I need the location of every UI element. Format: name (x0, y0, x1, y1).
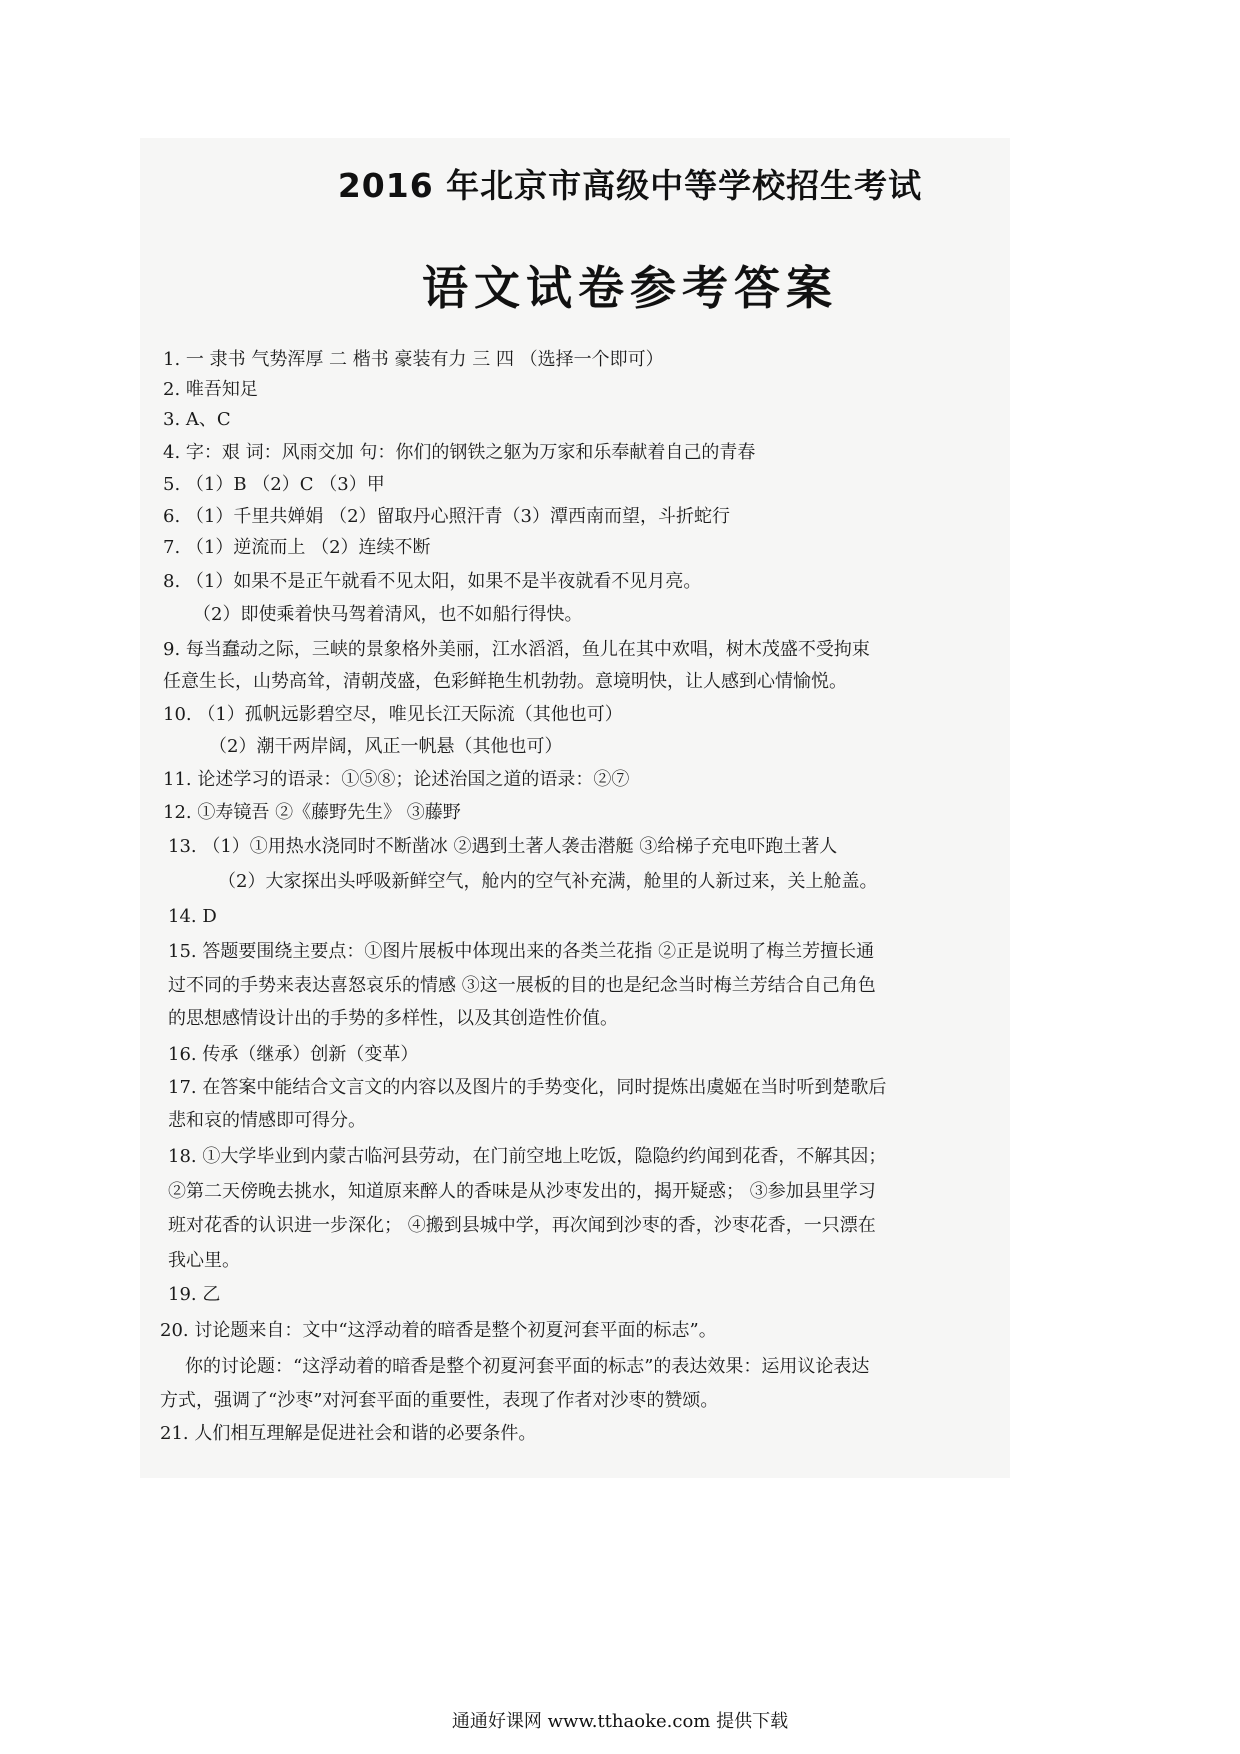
answer-line: 17. 在答案中能结合文言文的内容以及图片的手势变化，同时提炼出虞姬在当时听到楚歌后 (168, 1077, 887, 1098)
answer-line: 9. 每当蠢动之际，三峡的景象格外美丽，江水滔滔，鱼儿在其中欢唱，树木茂盛不受拘束 (163, 639, 870, 660)
exam-title: 2016 年北京市高级中等学校招生考试 (337, 166, 923, 205)
answer-line: （2）潮干两岸阔，风正一帆悬（其他也可） (209, 736, 563, 757)
answer-line: 过不同的手势来表达喜怒哀乐的情感 ③这一展板的目的也是纪念当时梅兰芳结合自己角色 (168, 975, 876, 996)
answer-line: ②第二天傍晚去挑水，知道原来醉人的香味是从沙枣发出的，揭开疑惑； ③参加县里学习 (168, 1181, 876, 1202)
answer-line: 18. ①大学毕业到内蒙古临河县劳动，在门前空地上吃饭，隐隐约约闻到花香，不解其因； (168, 1146, 887, 1167)
answer-line: 班对花香的认识进一步深化； ④搬到县城中学，再次闻到沙枣的香，沙枣花香，一只漂在 (168, 1215, 876, 1236)
answer-line: 11. 论述学习的语录：①⑤⑧；论述治国之道的语录：②⑦ (163, 769, 630, 790)
answer-line: 任意生长，山势高耸，清朝茂盛，色彩鲜艳生机勃勃。意境明快，让人感到心情愉悦。 (163, 671, 847, 692)
answer-line: 14. D (168, 906, 217, 927)
answer-line: 21. 人们相互理解是促进社会和谐的必要条件。 (160, 1423, 537, 1444)
answer-line: 1. 一 隶书 气势浑厚 二 楷书 豪装有力 三 四 （选择一个即可） (163, 349, 664, 370)
answer-line: （2）即使乘着快马驾着清风，也不如船行得快。 (193, 604, 583, 625)
answer-line: 我心里。 (168, 1250, 240, 1271)
answer-line: 6. （1）千里共婵娟 （2）留取丹心照汗青（3）潭西南而望，斗折蛇行 (163, 506, 730, 527)
answer-line: 3. A、C (163, 409, 231, 430)
answer-line: 的思想感情设计出的手势的多样性，以及其创造性价值。 (168, 1008, 618, 1029)
answer-line: 悲和哀的情感即可得分。 (168, 1110, 366, 1131)
answer-line: （2）大家探出头呼吸新鲜空气，舱内的空气补充满，舱里的人新过来，关上舱盖。 (218, 871, 878, 892)
answer-line: 5. （1）B （2）C （3）甲 (163, 474, 385, 495)
answer-key-title: 语文试卷参考答案 (422, 261, 838, 315)
answer-line: 16. 传承（继承）创新（变革） (168, 1044, 419, 1065)
answer-line: 15. 答题要围绕主要点：①图片展板中体现出来的各类兰花指 ②正是说明了梅兰芳擅长通 (168, 941, 875, 962)
answer-line: 7. （1）逆流而上 （2）连续不断 (163, 537, 431, 558)
answer-line: 8. （1）如果不是正午就看不见太阳，如果不是半夜就看不见月亮。 (163, 571, 702, 592)
download-source-footer: 通通好课网 www.tthaoke.com 提供下载 (451, 1711, 789, 1732)
answer-line: 13. （1）①用热水浇同时不断凿冰 ②遇到土著人袭击潜艇 ③给梯子充电吓跑土著人 (168, 836, 838, 857)
answer-line: 10. （1）孤帆远影碧空尽，唯见长江天际流（其他也可） (163, 704, 623, 725)
answer-line: 方式，强调了“沙枣”对河套平面的重要性，表现了作者对沙枣的赞颂。 (160, 1390, 719, 1411)
answer-line: 12. ①寿镜吾 ②《藤野先生》 ③藤野 (163, 802, 461, 823)
answer-line: 4. 字：艰 词：风雨交加 句：你们的钢铁之躯为万家和乐奉献着自己的青春 (163, 442, 756, 463)
answer-line: 19. 乙 (168, 1284, 221, 1305)
answer-line: 你的讨论题：“这浮动着的暗香是整个初夏河套平面的标志”的表达效果：运用议论表达 (185, 1356, 870, 1377)
answer-line: 20. 讨论题来自：文中“这浮动着的暗香是整个初夏河套平面的标志”。 (160, 1320, 717, 1341)
answer-line: 2. 唯吾知足 (163, 379, 258, 400)
